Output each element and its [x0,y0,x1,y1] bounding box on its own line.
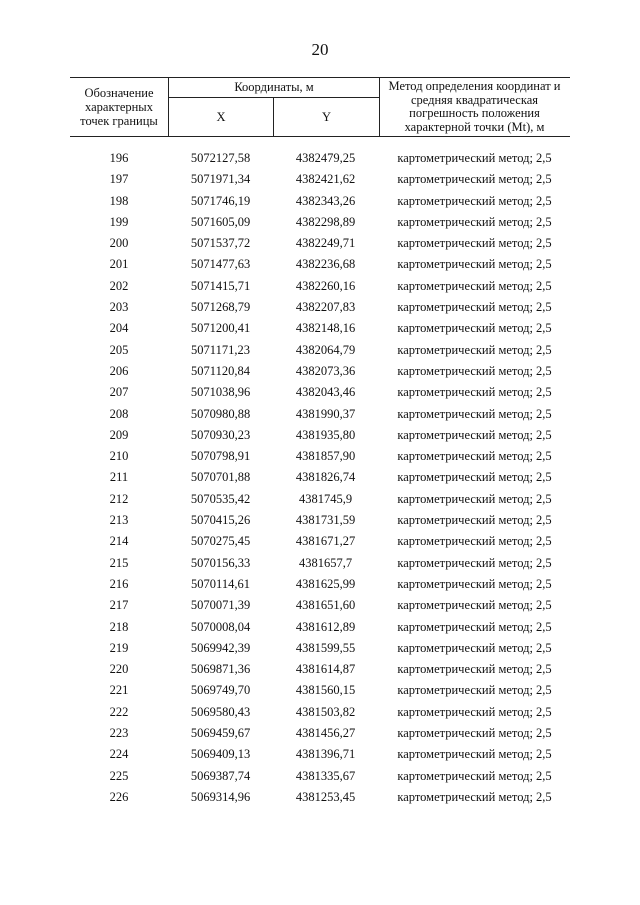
method-value: картометрический метод; 2,5 [397,151,552,165]
table-row [70,744,570,765]
coord-y: 4382148,16 [295,321,356,336]
table-row [70,404,570,425]
point-number: 217 [109,598,129,613]
coord-x: 5071120,84 [191,363,250,378]
coord-x: 5069314,96 [190,789,251,804]
table-row [70,553,570,574]
point-number: 200 [109,236,129,251]
coord-x: 5071038,96 [190,385,251,400]
header-coordinates-group [168,78,380,136]
table-row [70,425,570,446]
coord-y: 4381657,7 [298,555,353,570]
method-value: картометрический метод; 2,5 [397,747,552,762]
point-number: 215 [109,555,129,570]
coord-y: 4381745,9 [298,491,353,506]
method-value: картометрический метод; 2,5 [397,768,552,783]
coord-y: 4381335,67 [295,768,356,783]
point-number: 212 [109,491,129,506]
point-number: 207 [109,385,129,400]
point-number: 197 [109,172,129,187]
coord-x: 5070275,45 [190,534,251,549]
table-row [70,148,570,169]
coord-y: 4382043,46 [295,385,356,400]
header-point-designation: Обозначение характерных точек границы [80,86,158,128]
method-value: картометрический метод; 2,5 [397,662,552,677]
table-row [70,382,570,403]
coord-y: 4381731,59 [295,513,356,528]
table-row [70,787,570,808]
coord-x: 5071200,41 [190,321,251,336]
page-number: 20 [311,40,329,59]
coord-x: 5071971,34 [190,172,251,187]
method-value: картометрический метод; 2,5 [397,491,552,506]
point-number: 220 [109,662,129,677]
point-number: 201 [109,257,129,272]
point-number: 199 [109,214,129,229]
point-number: 226 [109,789,129,804]
coord-y: 4382249,71 [295,236,356,251]
coord-y: 4381560,15 [295,683,356,698]
coord-x: 5069580,43 [190,704,251,719]
point-number: 202 [109,278,129,293]
point-number: 203 [109,300,129,315]
table-row [70,638,570,659]
coord-y: 4382343,26 [295,193,356,208]
method-value: картометрический метод; 2,5 [397,278,552,293]
table-row [70,574,570,595]
method-value: картометрический метод; 2,5 [397,363,552,378]
coord-x: 5071268,79 [190,300,251,315]
coord-x: 5071746,19 [190,193,251,208]
table-row [70,531,570,552]
coord-x: 5070930,23 [190,427,251,442]
coord-x: 5071477,63 [190,257,251,272]
coord-x: 5071171,23 [191,342,250,357]
coord-y: 4381612,89 [295,619,356,634]
method-value: картометрический метод; 2,5 [397,449,552,464]
table-row [70,766,570,787]
table-row [70,446,570,467]
method-value: картометрический метод; 2,5 [397,427,552,442]
point-number: 223 [109,726,129,741]
method-value: картометрический метод; 2,5 [397,172,552,187]
coord-y: 4381599,55 [295,640,356,655]
table-row [70,361,570,382]
coord-y: 4382207,83 [295,300,356,315]
method-value: картометрический метод; 2,5 [397,789,552,804]
coord-y: 4382421,62 [295,172,356,187]
coord-y: 4382479,25 [295,151,356,165]
method-value: картометрический метод; 2,5 [397,683,552,698]
method-value: картометрический метод; 2,5 [397,193,552,208]
method-value: картометрический метод; 2,5 [397,534,552,549]
coord-y: 4381396,71 [295,747,356,762]
table-row [70,212,570,233]
table-row [70,617,570,638]
point-number: 198 [109,193,129,208]
coord-y: 4382073,36 [295,363,356,378]
header-coordinates: Координаты, м [169,78,379,98]
table-row [70,702,570,723]
method-value: картометрический метод; 2,5 [397,640,552,655]
coord-y: 4381253,45 [295,789,356,804]
point-number: 222 [109,704,129,719]
point-number: 218 [109,619,129,634]
coord-y: 4382298,89 [295,214,356,229]
method-value: картометрический метод; 2,5 [397,576,552,591]
table-row [70,595,570,616]
table-row [70,723,570,744]
point-number: 214 [109,534,129,549]
coord-x: 5070798,91 [190,449,251,464]
coord-x: 5070008,04 [190,619,251,634]
coord-y: 4381990,37 [295,406,356,421]
point-number: 208 [109,406,129,421]
coord-x: 5072127,58 [190,151,251,165]
header-x: X [169,98,274,136]
coord-x: 5069749,70 [190,683,251,698]
table-header [70,77,570,137]
coord-y: 4381857,90 [295,449,356,464]
coord-y: 4381826,74 [295,470,356,485]
table-row [70,489,570,510]
coord-x: 5070701,88 [190,470,251,485]
table-body [70,148,570,808]
coord-y: 4381503,82 [295,704,356,719]
table-row [70,659,570,680]
method-value: картометрический метод; 2,5 [397,726,552,741]
coord-x: 5070071,39 [190,598,251,613]
table-row [70,233,570,254]
table-row [70,340,570,361]
coord-y: 4381671,27 [295,534,356,549]
coord-y: 4382064,79 [295,342,356,357]
coord-x: 5070535,42 [190,491,251,506]
coord-y: 4382236,68 [295,257,356,272]
coord-x: 5071537,72 [190,236,251,251]
method-value: картометрический метод; 2,5 [397,385,552,400]
point-number: 210 [109,449,129,464]
coord-y: 4381456,27 [295,726,356,741]
coord-y: 4381935,80 [295,427,356,442]
coord-x: 5070415,26 [190,513,251,528]
coord-y: 4381614,87 [295,662,356,677]
table-row [70,297,570,318]
table-row [70,510,570,531]
coord-x: 5069409,13 [190,747,251,762]
method-value: картометрический метод; 2,5 [397,214,552,229]
point-number: 209 [109,427,129,442]
point-number: 211 [109,470,129,485]
method-value: картометрический метод; 2,5 [397,342,552,357]
coord-y: 4382260,16 [295,278,356,293]
table-row [70,467,570,488]
point-number: 221 [109,683,129,698]
method-value: картометрический метод; 2,5 [397,300,552,315]
point-number: 224 [109,747,129,762]
header-method: Метод определения координат и средняя квадратическая погрешность положения характерной точки (Mt), м [388,79,561,134]
point-number: 196 [109,151,129,165]
point-number: 205 [109,342,129,357]
method-value: картометрический метод; 2,5 [397,257,552,272]
header-y: Y [321,109,332,124]
method-value: картометрический метод; 2,5 [397,236,552,251]
method-value: картометрический метод; 2,5 [397,555,552,570]
coord-y: 4381651,60 [295,598,356,613]
method-value: картометрический метод; 2,5 [397,619,552,634]
point-number: 219 [109,640,129,655]
coord-x: 5070156,33 [190,555,251,570]
coord-x: 5071415,71 [190,278,251,293]
coord-x: 5071605,09 [190,214,251,229]
coord-x: 5069871,36 [190,662,251,677]
method-value: картометрический метод; 2,5 [397,704,552,719]
method-value: картометрический метод; 2,5 [397,470,552,485]
point-number: 225 [109,768,129,783]
method-value: картометрический метод; 2,5 [397,513,552,528]
table-row [70,191,570,212]
table-row [70,169,570,190]
method-value: картометрический метод; 2,5 [397,598,552,613]
coord-x: 5069942,39 [190,640,251,655]
method-value: картометрический метод; 2,5 [397,406,552,421]
coord-y: 4381625,99 [295,576,356,591]
coord-x: 5070114,61 [191,576,250,591]
point-number: 204 [109,321,129,336]
point-number: 206 [109,363,129,378]
table-row [70,276,570,297]
table-row [70,254,570,275]
coord-x: 5069387,74 [190,768,251,783]
method-value: картометрический метод; 2,5 [397,321,552,336]
table-row [70,680,570,701]
point-number: 216 [109,576,129,591]
coord-x: 5069459,67 [190,726,251,741]
coord-x: 5070980,88 [190,406,251,421]
table-row [70,318,570,339]
point-number: 213 [109,513,129,528]
